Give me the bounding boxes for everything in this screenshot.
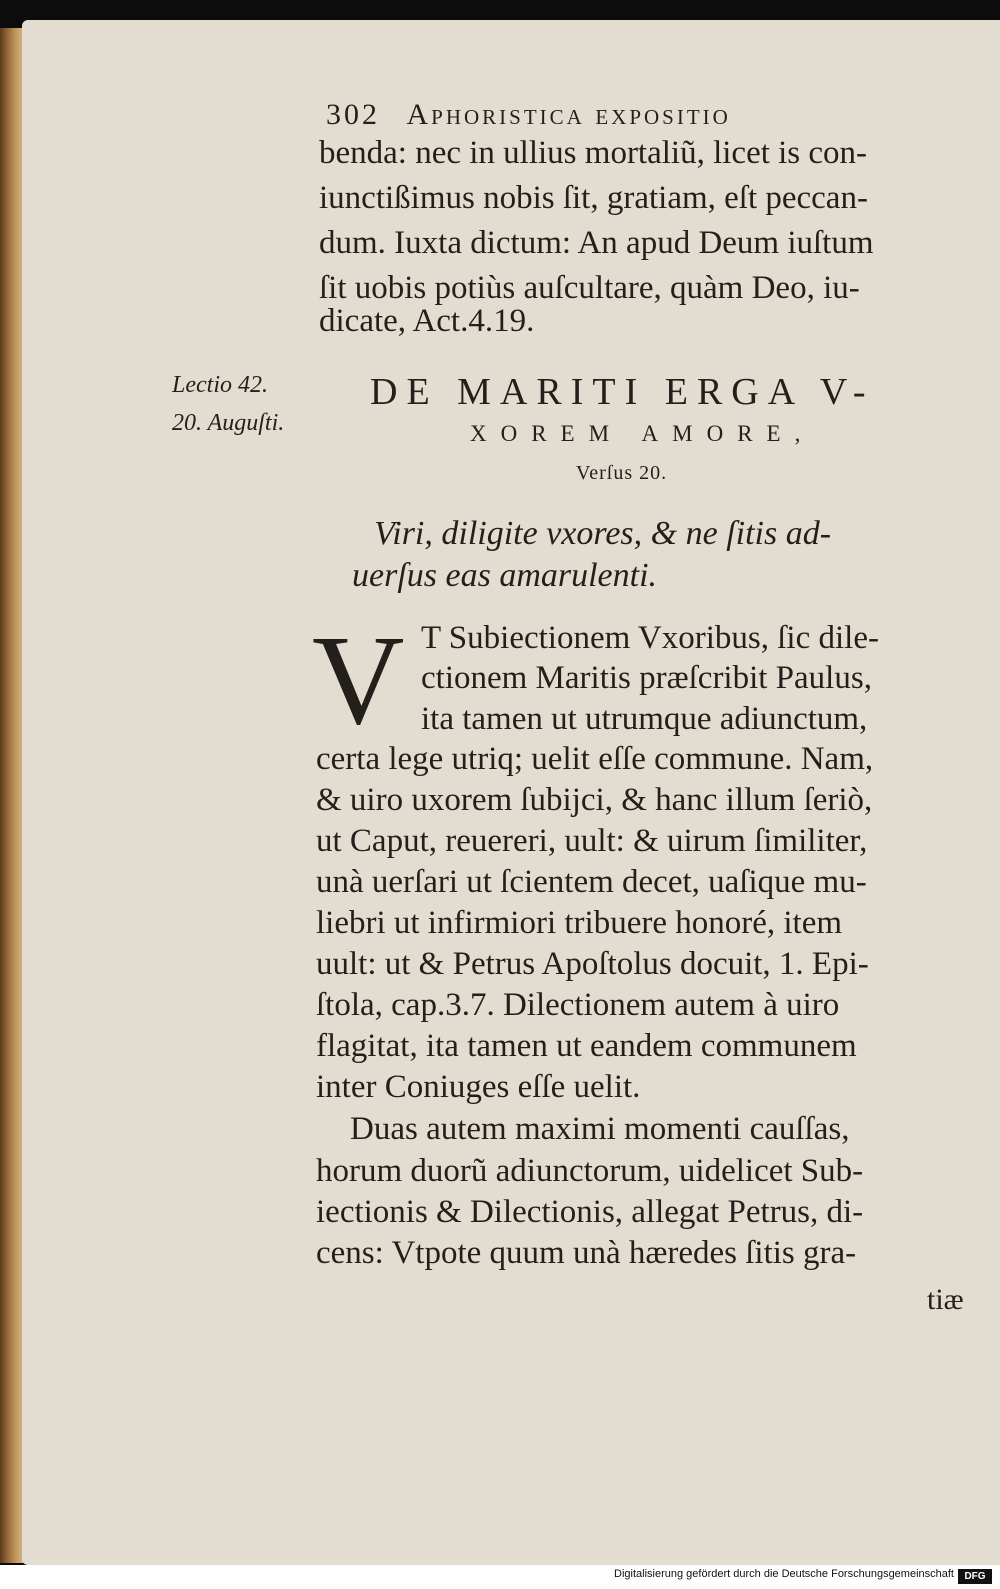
text-line: ita tamen ut utrumque adiunctum, (421, 701, 868, 737)
text-line: benda: nec in ullius mortaliũ, licet is con- (319, 135, 868, 171)
text-line: cens: Vtpote quum unà hæredes ſitis gra- (316, 1235, 857, 1271)
text-line: uult: ut & Petrus Apoſtolus docuit, 1. Epi- (316, 946, 869, 982)
text-line: & uiro uxorem ſubijci, & hanc illum ſeriò, (316, 782, 873, 818)
scripture-quote-line: uerſus eas amarulenti. (352, 557, 658, 594)
text-line: unà uerſari ut ſcientem decet, uaſique mu- (316, 864, 867, 900)
drop-capital: V (312, 609, 405, 751)
text-line: T Subiectionem Vxoribus, ſic dile- (421, 620, 879, 656)
running-head-title: Aphoristica expositio (406, 98, 731, 131)
text-line: flagitat, ita tamen ut eandem communem (316, 1028, 857, 1064)
dfg-logo: DFG (958, 1569, 992, 1584)
verse-reference: Verſus 20. (576, 462, 668, 484)
text-line: iunctißimus nobis ſit, gratiam, eſt peccan- (319, 180, 868, 216)
text-line: liebri ut infirmiori tribuere honoré, item (316, 905, 843, 941)
text-line: Duas autem maximi momenti cauſſas, (350, 1111, 850, 1147)
scripture-quote-line: Viri, diligite vxores, & ne ſitis ad- (374, 515, 832, 552)
catchword: tiæ (927, 1283, 964, 1316)
section-title-line1: DE MARITI ERGA V- (370, 371, 875, 413)
text-line: ctionem Maritis præſcribit Paulus, (421, 660, 872, 696)
text-line: ſit uobis potiùs auſcultare, quàm Deo, iu- (319, 270, 860, 306)
text-line: ut Caput, reuereri, uult: & uirum ſimiliter, (316, 823, 868, 859)
text-line: iectionis & Dilectionis, allegat Petrus, di- (316, 1194, 864, 1230)
text-line: horum duorũ adiunctorum, uidelicet Sub- (316, 1153, 864, 1189)
running-header (326, 98, 906, 132)
text-line: inter Coniuges eſſe uelit. (316, 1069, 641, 1105)
text-line: ſtola, cap.3.7. Dilectionem autem à uiro (316, 987, 840, 1023)
digitization-footer (0, 1565, 1000, 1589)
page-number: 302 (326, 98, 380, 131)
section-title-line2: XOREM AMORE, (470, 421, 815, 446)
margin-note-date: 20. Auguſti. (172, 410, 285, 436)
text-line: dicate, Act.4.19. (319, 303, 535, 339)
margin-note-lectio: Lectio 42. (172, 372, 268, 398)
text-line: dum. Iuxta dictum: An apud Deum iuſtum (319, 225, 874, 261)
text-line: certa lege utriq; uelit eſſe commune. Nam, (316, 741, 874, 777)
funding-credit: Digitalisierung gefördert durch die Deutsche Forschungsgemeinschaft (614, 1568, 954, 1580)
